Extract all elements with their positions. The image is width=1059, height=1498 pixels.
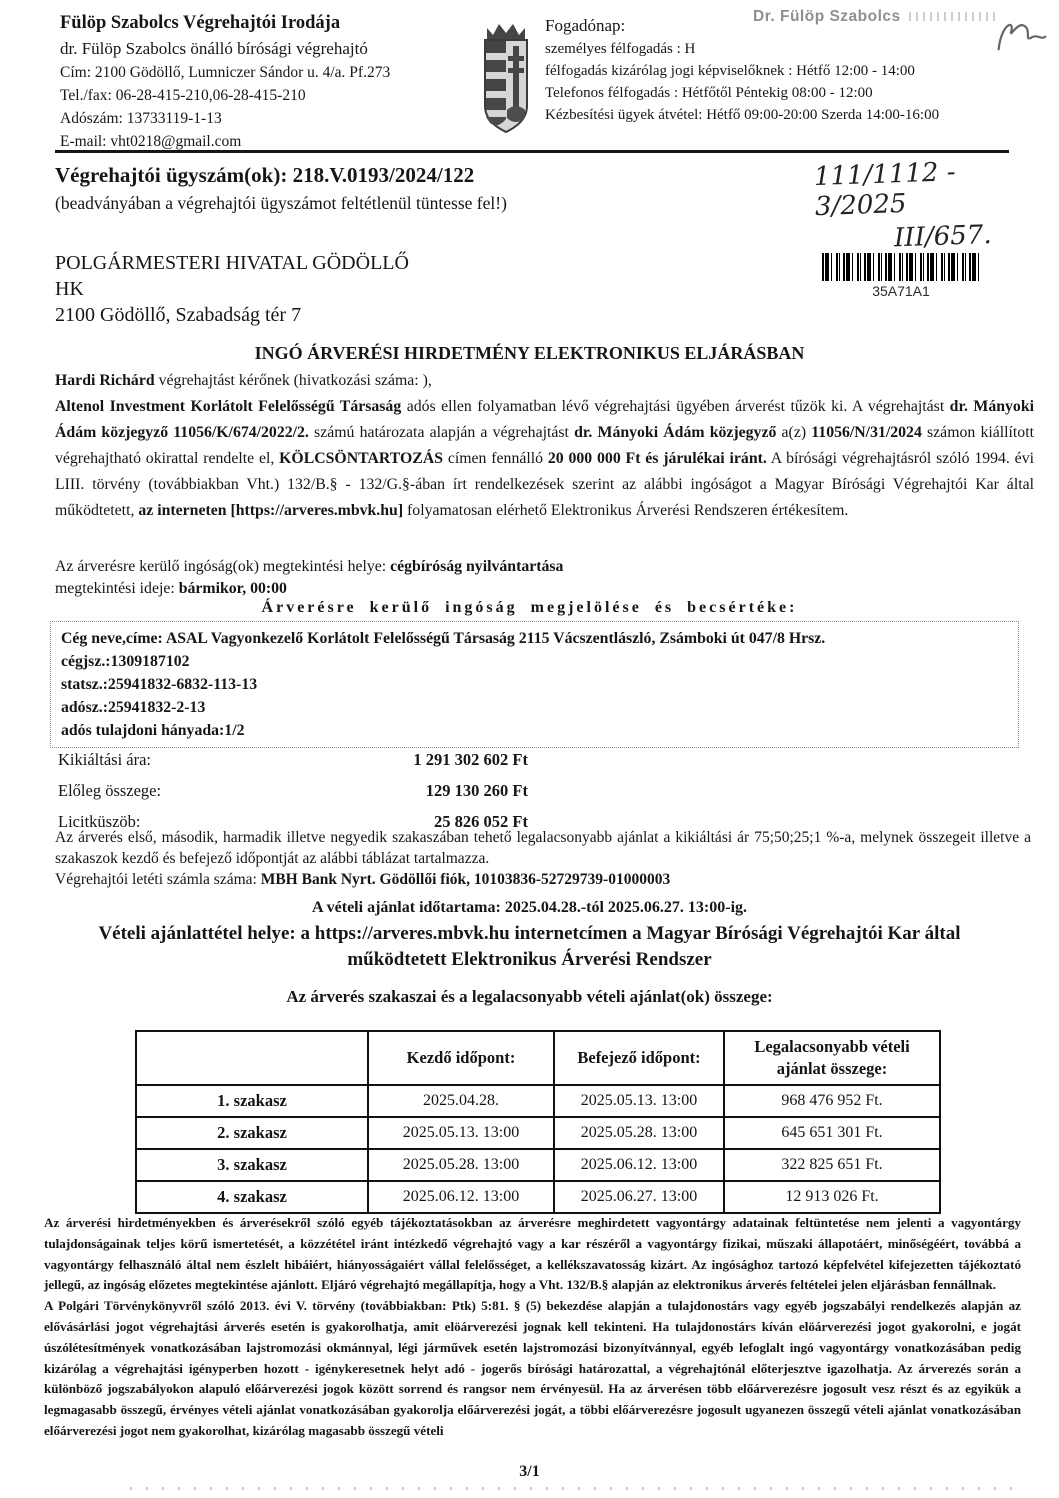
stage-start: 2025.04.28. xyxy=(368,1085,554,1117)
intro-claimant-line: Hardi Richárd végrehajtást kérőnek (hivatkozási száma: ), xyxy=(55,372,432,389)
page-number: 3/1 xyxy=(519,1463,540,1480)
stage-name: 4. szakasz xyxy=(136,1181,368,1213)
stage-end: 2025.05.13. 13:00 xyxy=(554,1085,724,1117)
case-number-note: (beadványában a végrehajtói ügyszámot feltétlenül tüntesse fel!) xyxy=(55,193,507,213)
stage-start: 2025.05.28. 13:00 xyxy=(368,1149,554,1181)
header-divider xyxy=(55,150,1009,153)
stage-end: 2025.05.28. 13:00 xyxy=(554,1117,724,1149)
reception-line-legal-reps: félfogadás kizárólag jogi képviselőknek : Hétfő 12:00 - 14:00 xyxy=(545,63,915,79)
deposit-account-line: Végrehajtói letéti számla száma: MBH Bank Nyrt. Gödöllői fiók, 10103836-52729739-01000003 xyxy=(55,871,671,888)
barcode xyxy=(822,253,980,281)
stage-name: 2. szakasz xyxy=(136,1117,368,1149)
handwritten-reference-line2: III/657. xyxy=(893,219,993,254)
barcode-label: 35A71A1 xyxy=(872,283,930,299)
recipient-block xyxy=(55,250,409,328)
stage-lowest-offer: 645 651 301 Ft. xyxy=(724,1117,940,1149)
bid-threshold-value: 25 826 052 Ft xyxy=(434,812,528,831)
viewing-time-line: megtekintési ideje: bármikor, 00:00 xyxy=(55,580,287,597)
header-end-time: Befejező időpont: xyxy=(554,1031,724,1085)
price-row xyxy=(58,750,528,781)
handwritten-reference xyxy=(813,154,1051,256)
stage-start: 2025.05.13. 13:00 xyxy=(368,1117,554,1149)
office-bailiff-line: dr. Fülöp Szabolcs önálló bírósági végrehajtó xyxy=(60,39,368,58)
case-number-line: Végrehajtói ügyszám(ok): 218.V.0193/2024/122 xyxy=(55,163,475,187)
stage-lowest-offer: 968 476 952 Ft. xyxy=(724,1085,940,1117)
deposit-amount-label: Előleg összege: xyxy=(58,781,162,800)
asset-registry-number: cégjsz.:1309187102 xyxy=(61,653,190,670)
intro-paragraph xyxy=(55,368,1034,524)
table-row xyxy=(136,1181,940,1213)
stage-name: 3. szakasz xyxy=(136,1149,368,1181)
office-address-line: Cím: 2100 Gödöllő, Lumniczer Sándor u. 4/a. Pf.273 xyxy=(60,64,391,81)
starting-price-label: Kikiáltási ára: xyxy=(58,750,152,769)
table-row xyxy=(136,1085,940,1117)
bid-threshold-label: Licitküszöb: xyxy=(58,812,141,831)
stamp-illegible-marks xyxy=(909,12,995,21)
viewing-place-line: Az árverésre kerülő ingóság(ok) megtekintési helye: cégbíróság nyilvántartása xyxy=(55,558,564,575)
stages-table xyxy=(135,1030,941,1214)
scan-artifact-line xyxy=(130,1487,1014,1490)
intro-body: Altenol Investment Korlátolt Felelősségű Társaság adós ellen folyamatban lévő végrehajtási ügyében árverést tűzök ki. A végrehajtást dr. Mányoki Ádám közjegyző 11056/K/674/2022/2. számú határozata alapján a végrehajtást dr. Mányoki Ádám közjegyző a(z) 11056/N/31/2024 számon kiállított végrehajtható okirattal rendelte el, KÖLCSÖNTARTOZÁS címen fennálló 20 000 000 Ft és járulékai iránt. A bírósági végrehajtásról szóló 1994. évi LIII. törvény (továbbiakban Vht.) 132/B.§ - 132/G.§-ában írt rendelkezések szerint az alábbi ingóságot a Magyar Bírósági Végrehajtói Kar által működtetett, az interneten [https://arveres.mbvk.hu] folyamatosan elérhető Elektronikus Árverési Rendszeren értékesítem. xyxy=(55,398,1034,519)
office-phone-line: Tel./fax: 06-28-415-210,06-28-415-210 xyxy=(60,87,306,104)
legal-text xyxy=(44,1213,1021,1442)
asset-details-box xyxy=(50,621,1019,748)
reception-line-personal: személyes félfogadás : H xyxy=(545,41,696,57)
office-taxnumber-line: Adószám: 13733119-1-13 xyxy=(60,110,222,127)
office-header xyxy=(60,10,490,153)
offer-place-line: Vételi ajánlattétel helye: a https://arveres.mbvk.hu internetcímen a Magyar Bírósági Végrehajtói Kar által működtetett Elektronikus Árverési Rendszer xyxy=(98,923,961,970)
handwritten-reference-line1: 111/1112 - 3/2025 xyxy=(813,157,957,223)
header-stage xyxy=(136,1031,368,1085)
stage-lowest-offer: 322 825 651 Ft. xyxy=(724,1149,940,1181)
reception-line-phone: Telefonos félfogadás : Hétfőtől Péntekig 08:00 - 12:00 xyxy=(545,85,873,101)
reception-schedule xyxy=(545,14,1015,126)
price-row xyxy=(58,781,528,812)
legal-paragraph-1: Az árverési hirdetményekben és árverésekről szóló egyéb tájékoztatásokban az árverésre meghirdetett vagyontárgy adatainak feltüntetése nem jelenti a vagyontárgy tulajdonságainak teljes körű ismertetését, a közzététel iránt intézkedő végrehajtó vagy a kar részéről a vagyontárgy fizikai, műszaki állapotáért, minőségéért, továbbá a vagyontárgy felhasználó által nem észlelt hibáiért, hiányosságaiért vállal felelősséget, a kellékszavatosság kizárt. Az ingósághoz tartozó képfelvétel kifejezetten tájékoztató jellegű, az ingóság előzetes megtekintése ajánlott. Eljáró végrehajtó megállapítja, hogy a Vht. 132/B.§ alapján az elektronikus árverés feltételei jelen eljárásban fennállnak. xyxy=(44,1215,1021,1293)
viewing-info xyxy=(55,556,1034,600)
name-stamp xyxy=(753,8,995,26)
table-row xyxy=(136,1117,940,1149)
hungarian-coat-of-arms-icon xyxy=(480,10,532,141)
recipient-address: 2100 Gödöllő, Szabadság tér 7 xyxy=(55,304,302,326)
offer-period-line: A vételi ajánlat időtartama: 2025.04.28.-tól 2025.06.27. 13:00-ig. xyxy=(311,899,748,916)
signature-scribble-icon xyxy=(993,12,1049,65)
header-start-time: Kezdő időpont: xyxy=(368,1031,554,1085)
reception-line-delivery: Kézbesítési ügyek átvétel: Hétfő 09:00-20:00 Szerda 14:00-16:00 xyxy=(545,107,940,123)
stage-end: 2025.06.27. 13:00 xyxy=(554,1181,724,1213)
header-lowest-offer: Legalacsonyabb vételi ajánlat összege: xyxy=(724,1031,940,1085)
deposit-amount-value: 129 130 260 Ft xyxy=(425,781,528,800)
stage-name: 1. szakasz xyxy=(136,1085,368,1117)
stage-start: 2025.06.12. 13:00 xyxy=(368,1181,554,1213)
recipient-name: POLGÁRMESTERI HIVATAL GÖDÖLLŐ xyxy=(55,252,409,274)
table-header-row xyxy=(136,1031,940,1085)
stages-paragraph: Az árverés első, második, harmadik illetve negyedik szakaszában tehető legalacsonyabb ajánlat a kikiáltási ár 75;50;25;1 %-a, melynek összegeit illetve a szakaszok kezdő és befejező időpontját az alábbi táblázat tartalmazza. xyxy=(55,829,1031,867)
asset-section-heading: Árverésre kerülő ingóság megjelölése és becsértéke: xyxy=(261,599,798,616)
asset-statistical-number: statsz.:25941832-6832-113-13 xyxy=(61,676,258,693)
asset-tax-number: adósz.:25941832-2-13 xyxy=(61,699,206,716)
office-email-line: E-mail: vht0218@gmail.com xyxy=(60,133,242,150)
reception-title: Fogadónap: xyxy=(545,16,626,35)
stages-table-heading: Az árverés szakaszai és a legalacsonyabb vételi ajánlat(ok) összege: xyxy=(286,987,773,1006)
table-row xyxy=(136,1149,940,1181)
office-name: Fülöp Szabolcs Végrehajtói Irodája xyxy=(60,13,341,33)
recipient-line-hk: HK xyxy=(55,278,84,300)
document-title: INGÓ ÁRVERÉSI HIRDETMÉNY ELEKTRONIKUS ELJÁRÁSBAN xyxy=(254,343,805,363)
stage-lowest-offer: 12 913 026 Ft. xyxy=(724,1181,940,1213)
asset-company-line: Cég neve,címe: ASAL Vagyonkezelő Korlátolt Felelősségű Társaság 2115 Vácszentlászló, Zsámboki út 047/8 Hrsz. xyxy=(61,630,826,647)
stage-end: 2025.06.12. 13:00 xyxy=(554,1149,724,1181)
starting-price-value: 1 291 302 602 Ft xyxy=(413,750,528,769)
legal-paragraph-2: A Polgári Törvénykönyvről szóló 2013. évi V. törvény (továbbiakban: Ptk) 5:81. § (5) bekezdése alapján a tulajdonostárs vagy egyéb jogszabályi rendelkezés alapján az elővásárlási jogot végrehajtási árverés esetén is gyakorolhatja, amit elöárverezési jognak kell tekinteni. Ha tulajdonostárs kíván elöárverezési jogot gyakorolni, e jogát úszólétesítmények vonatkozásában lajstromozási okmánnyal, légi járművek esetén lajstromozási bizonyítvánnyal, egyéb lefoglalt ingó vagyontárgy vonatkozásában pedig kizárólag a végrehajtási igényperben hozott - igénykeresetnek helyt adó - jogerős bírósági határozattal, a végrehajtónál előterjesztve igazolhatja. Az árverezés során a különböző jogszabályokon alapuló előárverezési jogok között sorrend és rangsor nem érvényesül. Ha az árverésen több előárverezésre jogosult vesz részt és az egyikük a legmagasabb összegű, érvényes vételi ajánlat vonatkozásában gyakorolja előárverezési jogát, a többi előárverezésre jogosult ugyanezen összegű vételi ajánlat vonatkozásában előárverezési jogot nem gyakorolhat, kizárólag magasabb összegű vételi xyxy=(44,1298,1021,1438)
name-stamp-text: Dr. Fülöp Szabolcs xyxy=(753,8,901,25)
asset-ownership-share: adós tulajdoni hányada:1/2 xyxy=(61,722,245,739)
